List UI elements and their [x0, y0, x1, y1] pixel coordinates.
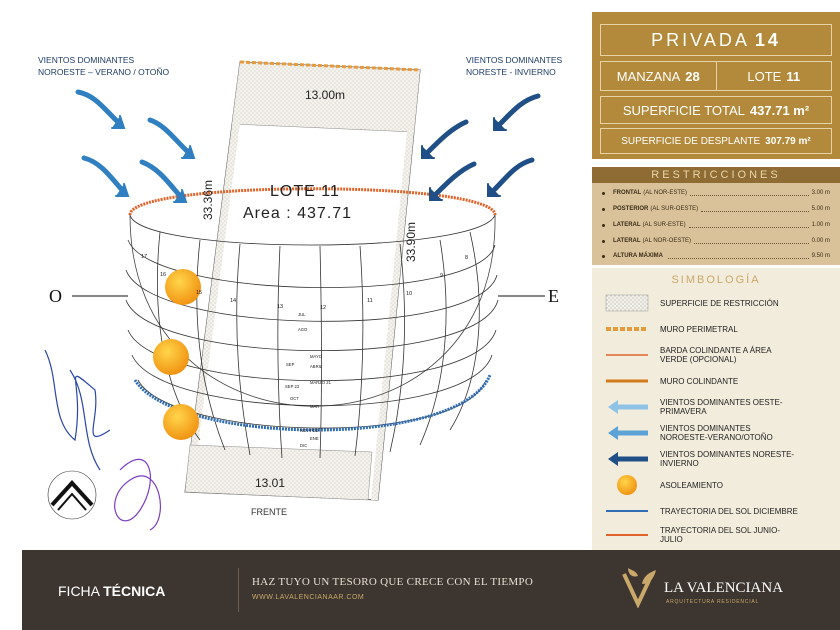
legend-item [602, 446, 834, 472]
restriction-value: 9.50 m [811, 253, 830, 259]
bullet-icon [602, 224, 605, 227]
legend-text: TRAYECTORIA DEL SOL JUNIO-JULIO [660, 526, 781, 544]
restriction-item [602, 202, 830, 216]
month-label: SEP [286, 362, 295, 367]
sup-desplante-label: SUPERFICIE DE DESPLANTE [621, 135, 761, 147]
restriction-value: 0.00 m [811, 238, 830, 244]
hour-label: 16 [160, 272, 167, 278]
month-label: MARZO 21 [310, 380, 331, 385]
lot-area: Area : 437.71 [243, 205, 353, 222]
leader-dots [668, 258, 809, 259]
manzana-lote-row [600, 61, 832, 91]
hour-label: 15 [196, 290, 203, 296]
legend-text: VIENTOS DOMINANTES NOROESTE-VERANO/OTOÑO [660, 424, 773, 442]
sun-path-december-icon [602, 500, 652, 522]
leader-dots [690, 195, 809, 196]
hour-label: 12 [320, 305, 327, 311]
legend-item [602, 522, 834, 548]
legend-text: BARDA COLINDANTE A ÁREA VERDE (OPCIONAL) [660, 346, 772, 364]
slogan: HAZ TUYO UN TESORO QUE CRECE CON EL TIEMPO [252, 576, 534, 588]
hour-label: 8 [465, 255, 469, 261]
divider [238, 568, 239, 612]
lot-title: LOTE 11 [270, 183, 340, 200]
wind-left-label-1: VIENTOS DOMINANTES [38, 55, 135, 65]
restriction-label: FRONTAL [613, 190, 642, 196]
hour-label: 17 [141, 254, 148, 260]
wind-right-label-2: NORESTE - INVIERNO [466, 67, 556, 77]
leader-dots [701, 211, 809, 212]
month-label: JUL [298, 312, 306, 317]
restriction-item [602, 186, 830, 200]
brand-logo [622, 568, 812, 612]
simbologia-legend [592, 268, 840, 550]
legend-item [602, 368, 834, 394]
east-label: E [548, 286, 559, 306]
legend-text: ASOLEAMIENTO [660, 480, 723, 490]
privada-row [600, 24, 832, 56]
month-label: ENE [310, 436, 319, 441]
legend-item [602, 342, 834, 368]
bullet-icon [602, 208, 605, 211]
leader-dots [689, 227, 809, 228]
bullet-icon [602, 255, 605, 258]
restriction-sub: (AL NOR-ESTE) [643, 190, 687, 196]
legend-text: TRAYECTORIA DEL SOL DICIEMBRE [660, 506, 798, 516]
legend-item [602, 290, 834, 316]
restriction-sub: (AL NOR-OESTE) [642, 238, 692, 244]
month-label: OCT [290, 396, 299, 401]
legend-text: MURO PERIMETRAL [660, 324, 738, 334]
month-label: ABRIL [310, 364, 323, 369]
month-label: MAR [310, 404, 320, 409]
sun-icon [602, 474, 652, 496]
legend-item [602, 316, 834, 342]
hour-label: 13 [277, 304, 284, 310]
wind-left-label-2: NOROESTE – VERANO / OTOÑO [38, 67, 170, 77]
legend-item [602, 394, 834, 420]
website-link[interactable]: WWW.LAVALENCIANAAR.COM [252, 594, 365, 601]
restriction-item [602, 234, 830, 248]
sup-total-label: SUPERFICIE TOTAL [622, 102, 745, 118]
superficie-total-row [600, 96, 832, 124]
adjoining-wall-icon [602, 370, 652, 392]
restricciones-title: RESTRICCIONES [592, 167, 840, 183]
month-label: AGO [298, 327, 308, 332]
restriction-value: 1.00 m [811, 222, 830, 228]
manzana-label: MANZANA [616, 68, 681, 84]
sun-icon [153, 339, 189, 375]
legend-text: SUPERFICIE DE RESTRICCIÓN [660, 298, 779, 308]
month-label: DIC [300, 443, 308, 448]
restriction-label: POSTERIOR [613, 206, 649, 212]
simbologia-title: SIMBOLOGÍA [671, 274, 761, 286]
title-light: FICHA [58, 583, 100, 599]
wind-nw-summer-autumn-icon [602, 422, 652, 444]
wind-right-label-1: VIENTOS DOMINANTES [466, 55, 563, 65]
bullet-icon [602, 192, 605, 195]
sup-desplante-value: 307.79 m² [765, 135, 811, 147]
sun-icon [165, 269, 201, 305]
legend-text: MURO COLINDANTE [660, 376, 739, 386]
hour-label: 10 [406, 291, 413, 297]
privada-value: 14 [754, 29, 781, 50]
privada-label: PRIVADA [651, 29, 750, 50]
left-dimension: 33.36m [201, 179, 215, 220]
lote-cell [716, 62, 832, 90]
restriction-value: 5.00 m [811, 206, 830, 212]
green-area-fence-icon [602, 344, 652, 366]
legend-item [602, 498, 834, 524]
lote-label: LOTE [747, 68, 782, 84]
leaf-v-logo-icon [622, 568, 658, 608]
info-panel [592, 12, 840, 550]
top-dimension: 13.00m [305, 88, 346, 102]
brand-name: LA VALENCIANA [664, 580, 784, 596]
wind-arrows-left [78, 92, 194, 202]
restriction-label: LATERAL [613, 222, 641, 228]
restricciones-list [592, 183, 840, 265]
wind-ne-winter-icon [602, 448, 652, 470]
restriction-label: ALTURA MÁXIMA [613, 253, 663, 259]
wind-arrows-right [422, 96, 538, 200]
manzana-value: 28 [685, 68, 700, 84]
leader-dots [694, 243, 809, 244]
bottom-dimension: 13.01 [255, 476, 286, 490]
hour-label: 14 [230, 298, 237, 304]
wind-west-spring-icon [602, 396, 652, 418]
legend-item [602, 420, 834, 446]
restriction-surface-icon [602, 292, 652, 314]
legend-text: VIENTOS DOMINANTES OESTE-PRIMAVERA [660, 398, 783, 416]
legend-item [602, 472, 834, 498]
lot-header [592, 12, 840, 159]
sup-total-value: 437.71 m² [749, 102, 810, 118]
sun-icon [163, 404, 199, 440]
legend-text: VIENTOS DOMINANTES NORESTE-INVIERNO [660, 450, 795, 468]
month-label: NOV-FEB [300, 428, 319, 433]
restriction-sub: (AL SUR-ESTE) [642, 222, 686, 228]
north-arrow-icon [48, 471, 96, 519]
restriction-item [602, 218, 830, 232]
front-label: FRENTE [251, 507, 287, 517]
sun-markers [153, 269, 201, 440]
month-label: SEP 23 [285, 384, 300, 389]
superficie-desplante-row [600, 128, 832, 154]
hour-label: 9 [440, 273, 444, 279]
lote-value: 11 [786, 68, 801, 84]
footer-banner [22, 550, 840, 630]
lot-polygon [185, 62, 420, 500]
hour-label: 11 [367, 298, 373, 304]
manzana-cell [601, 62, 716, 90]
restriction-label: LATERAL [613, 238, 641, 244]
restriction-value: 3.00 m [811, 190, 830, 196]
west-label: O [49, 286, 62, 306]
month-label: MAYO [310, 354, 323, 359]
title-bold: TÉCNICA [103, 583, 166, 599]
brand-subtitle: ARQUITECTURA RESIDENCIAL [666, 599, 760, 605]
perimeter-wall-icon [602, 318, 652, 340]
restriction-sub: (AL SUR-OESTE) [650, 206, 699, 212]
sun-path-june-july-icon [602, 524, 652, 546]
restriction-item [602, 249, 830, 263]
bullet-icon [602, 240, 605, 243]
ficha-tecnica-title [58, 583, 165, 599]
right-dimension: 33.90m [404, 221, 418, 262]
